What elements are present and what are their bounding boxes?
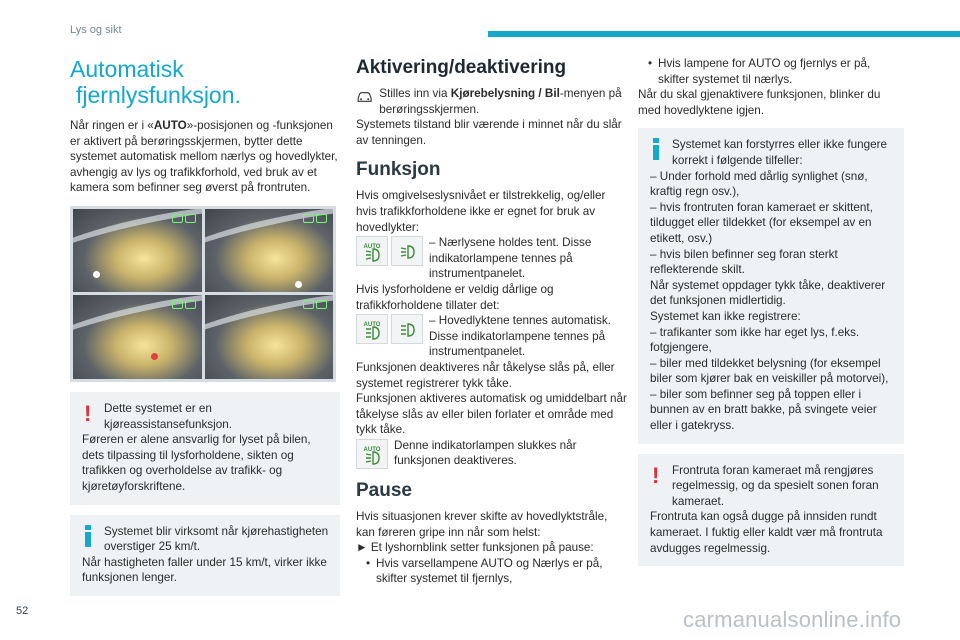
headlight-illustration — [70, 206, 336, 382]
intro-text: Når ringen er i «AUTO»-posisjonen og -funksjonen er aktivert på berøringsskjermen, bytter dette systemet automatisk mellom nærlys og hovedlykter, avhengig av lys og trafikkforhold, ved bruk av et kamera som befinner seg øverst på frontruten. — [70, 119, 338, 195]
heading-function: Funksjon — [356, 159, 441, 181]
indicator-icon — [172, 214, 196, 223]
header-accent-bar — [488, 31, 960, 37]
list-item: • Hvis varsellampene AUTO og Nærlys er på, skifter systemet til fjernlys, — [368, 556, 628, 587]
car-icon — [356, 88, 373, 106]
watermark: carmanualsonline.info — [683, 607, 902, 632]
warning-icon: ! — [84, 400, 92, 426]
pause-list — [356, 556, 628, 587]
heading-pause: Pause — [356, 480, 412, 502]
info-box: Systemet kan forstyrres eller ikke fungere korrekt i følgende tilfeller: – Under forhold med dårlig synlighet (snø, kraftig regn osv.), – hvis frontruten foran kameraet er skittent, tildugget eller tildekket (for eksempel av en etikett, osv.) – hvis bilen befinner seg foran sterkt reflekterende skilt. Når systemet oppdager tykk tåke, deaktiverer det funksjonen midlertidig. Systemet kan ikke registrere: – trafikanter som ikke har eget lys, f.eks. fotgjengere, – biler med tildekket belysning (for eksempel biler som kjører bak en veiskiller på motorvei), – biler som befinner seg på toppen eller i bunnen av en bratt bakke, på svingete veier eller i gatekryss. — [638, 128, 904, 443]
indicator-icon — [303, 300, 327, 309]
illustration-panel — [73, 295, 202, 379]
list-item: • Hvis lampene for AUTO og fjernlys er på, skifter systemet til nærlys. — [650, 56, 904, 87]
page-number: 52 — [16, 605, 29, 617]
column-2: Aktivering/deaktivering Stilles inn via Kjørebelysning / Bil-menyen på berøringsskjermen. Systemets tilstand blir værende i minnet når du slår av tenningen. Funksjon Hvis omgivelseslysnivået er tilstrekkelig, og/eller hvis trafikkforholdene ikke er egnet for bruk av hovedlykter: AUTO – Nærlysene holdes tent. Disse indikatorlampene tennes på instrumentpanelet. Hvis lysforholdene er veldig dårlige og trafikkforholdene tillater det: AUTO – Hovedlyktene tennes automatisk. Disse indikatorlampene tennes på instrumentpanelet. Funksjonen deaktiveres når tåkelyse slås på, eller systemet registrerer tykk tåke. Funksjonen aktiveres automatisk og umiddelbart når tåkelyse slås av eller bilen forlater et område med tykk tåke. AUTO Denne indikatorlampen slukkes når funksjonen deaktiveres. Pause Hvis situasjonen krever skifte av hovedlyktstråle, kan føreren gripe inn når som helst: ► Et lyshornblink setter funksjonen på pause: • Hvis varsellampene AUTO og Nærlys er på, skifter systemet til fjernlys, — [356, 56, 628, 587]
info-box: Systemet blir virksomt når kjørehastigheten overstiger 25 km/t. Når hastigheten faller under 15 km/t, virker ikke funksjonen lenger. — [70, 515, 340, 596]
section-title: Lys og sikt — [70, 24, 122, 36]
indicator-icon — [303, 214, 327, 223]
auto-lamp-icon: AUTO — [356, 439, 388, 469]
auto-highbeam-lamp-icon: AUTO — [356, 314, 388, 344]
illustration-panel — [73, 209, 202, 293]
page-header — [0, 0, 960, 44]
indicator-icon — [172, 300, 196, 309]
page-title: Automatisk fjernlysfunksjon. — [70, 56, 241, 108]
column-1 — [70, 56, 340, 596]
warning-box: ! Frontruta foran kameraet må rengjøres regelmessig, og da spesielt sonen foran kameraet. Frontruta kan også dugge på innsiden rundt kameraet. I fuktig eller kaldt vær må frontruta avdugges regelmessig. — [638, 454, 904, 567]
illustration-panel — [205, 209, 334, 293]
lowbeam-lamp-icon — [391, 236, 423, 266]
pause-list-continued — [638, 56, 904, 87]
column-3: • Hvis lampene for AUTO og fjernlys er på, skifter systemet til nærlys. Når du skal gjenaktivere funksjonen, blinker du med hovedlyktene igjen. Systemet kan forstyrres eller ikke fungere korrekt i følgende tilfeller: – Under forhold med dårlig synlighet (snø, kraftig regn osv.), – hvis frontruten foran kameraet er skittent, tildugget eller tildekket (for eksempel av en etikett, osv.) – hvis bilen befinner seg foran sterkt reflekterende skilt. Når systemet oppdager tykk tåke, deaktiverer det funksjonen midlertidig. Systemet kan ikke registrere: – trafikanter som ikke har eget lys, f.eks. fotgjengere, – biler med tildekket belysning (for eksempel biler som kjører bak en veiskiller på motorvei), – biler som befinner seg på toppen eller i bunnen av en bratt bakke, på svingete veier eller i gatekryss. ! Frontruta foran kameraet må rengjøres regelmessig, og da spesielt sonen foran kameraet. Frontruta kan også dugge på innsiden rundt kameraet. I fuktig eller kaldt vær må frontruta avdugges regelmessig. — [638, 56, 904, 566]
warning-icon: ! — [652, 462, 660, 488]
auto-lowbeam-lamp-icon: AUTO — [356, 236, 388, 266]
info-icon — [84, 525, 92, 549]
warning-box: ! Dette systemet er en kjøreassistansefunksjon. Føreren er alene ansvarlig for lyset på bilen, dets tilpassing til lysforholdene, sikten og trafikken og overholdelse av trafikk- og kjøretøyforskriftene. — [70, 392, 340, 505]
illustration-panel — [205, 295, 334, 379]
activation-row: Stilles inn via Kjørebelysning / Bil-menyen på berøringsskjermen. — [356, 86, 628, 117]
info-icon — [652, 138, 660, 162]
highbeam-lamp-icon — [391, 314, 423, 344]
heading-activation: Aktivering/deaktivering — [356, 57, 567, 78]
